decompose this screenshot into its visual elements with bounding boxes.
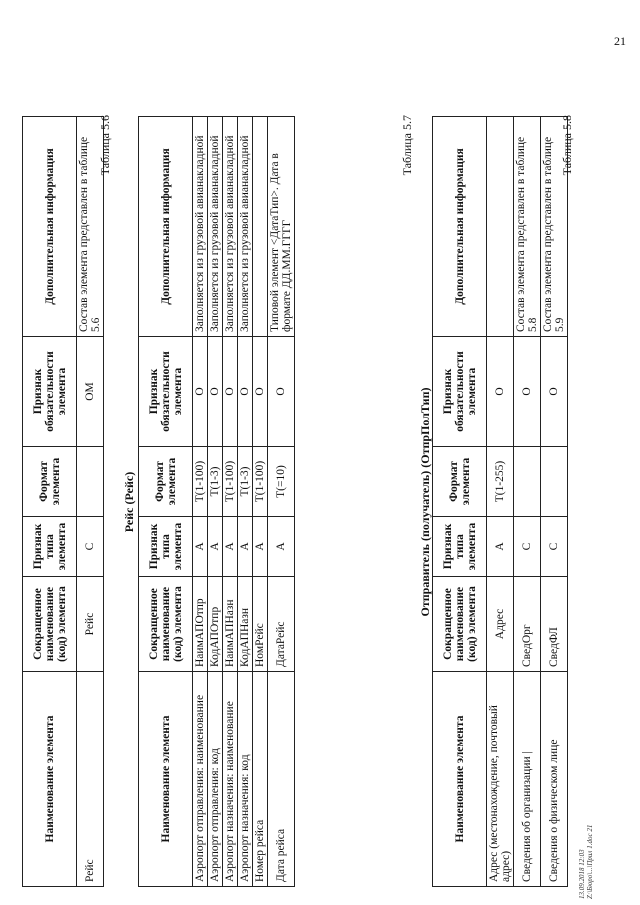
cell-format — [514, 447, 541, 517]
cell-name: Сведения об организации | — [514, 672, 541, 887]
cell-format: T(1-100) — [223, 447, 238, 517]
header-name: Наименование элемента — [139, 672, 193, 887]
cell-info: Типовой элемент <ДатаТип>. Дата в формате ДД.ММ.ГГГГ — [268, 117, 295, 337]
table-caption-5-7: Таблица 5.7 — [400, 115, 414, 176]
cell-info — [253, 117, 268, 337]
cell-code: НомРейс — [253, 577, 268, 672]
header-info: Дополнительная информация — [433, 117, 487, 337]
cell-name: Аэропорт назначения: наименование — [223, 672, 238, 887]
cell-code: КодАПНазн — [238, 577, 253, 672]
table-title-reys: Рейс (Рейс) — [122, 471, 136, 533]
table-row — [77, 117, 104, 887]
cell-type: А — [208, 517, 223, 577]
table-row — [238, 117, 253, 887]
header-code: Сокращенное наименование (код) элемента — [433, 577, 487, 672]
cell-info — [487, 117, 514, 337]
cell-format: T(1-100) — [253, 447, 268, 517]
cell-format: T(1-255) — [487, 447, 514, 517]
cell-name: Сведения о физическом лице — [541, 672, 568, 887]
table-row — [268, 117, 295, 887]
cell-type: А — [253, 517, 268, 577]
cell-required: ОМ — [77, 337, 104, 447]
cell-required: О — [193, 337, 208, 447]
cell-code: Рейс — [77, 577, 104, 672]
table-row — [514, 117, 541, 887]
header-required: Признак обязательности элемента — [23, 337, 77, 447]
table-caption-5-6: Таблица 5.6 — [98, 115, 112, 176]
cell-format — [77, 447, 104, 517]
cell-info: Заполняется из грузовой авианакладной — [208, 117, 223, 337]
table-row — [541, 117, 568, 887]
cell-name: Номер рейса — [253, 672, 268, 887]
cell-required: О — [223, 337, 238, 447]
cell-name: Дата рейса — [268, 672, 295, 887]
header-format: Формат элемента — [23, 447, 77, 517]
cell-name: Рейс — [77, 672, 104, 887]
stamp-line-2: Z:\Бюро\...\Прил 1.doc 21 — [586, 824, 594, 899]
cell-format — [541, 447, 568, 517]
cell-type: А — [487, 517, 514, 577]
header-code: Сокращенное наименование (код) элемента — [23, 577, 77, 672]
cell-code: ДатаРейс — [268, 577, 295, 672]
header-code: Сокращенное наименование (код) элемента — [139, 577, 193, 672]
cell-name: Аэропорт отправления: код — [208, 672, 223, 887]
header-type: Признак типа элемента — [433, 517, 487, 577]
cell-required: О — [268, 337, 295, 447]
cell-format: T(1-3) — [238, 447, 253, 517]
cell-info: Заполняется из грузовой авианакладной — [238, 117, 253, 337]
table-row — [487, 117, 514, 887]
cell-name: Аэропорт назначения: код — [238, 672, 253, 887]
cell-format: T(1-100) — [193, 447, 208, 517]
header-name: Наименование элемента — [433, 672, 487, 887]
cell-type: А — [223, 517, 238, 577]
table-otpr-pol — [432, 116, 568, 887]
table-reys-summary — [22, 116, 104, 887]
cell-required: О — [208, 337, 223, 447]
cell-code: СведФЛ — [541, 577, 568, 672]
cell-name: Адрес (местонахождение, почтовый адрес) — [487, 672, 514, 887]
table-row — [193, 117, 208, 887]
cell-name: Аэропорт отправления: наименование — [193, 672, 208, 887]
cell-code: КодАПОтпр — [208, 577, 223, 672]
cell-type: А — [268, 517, 295, 577]
cell-type: А — [193, 517, 208, 577]
header-required: Признак обязательности элемента — [139, 337, 193, 447]
cell-code: НаимАПОтпр — [193, 577, 208, 672]
header-type: Признак типа элемента — [23, 517, 77, 577]
cell-required: О — [541, 337, 568, 447]
table-title-otpr: Отправитель (получатель) (ОтпрПолТип) — [418, 387, 432, 617]
table-row — [253, 117, 268, 887]
header-required: Признак обязательности элемента — [433, 337, 487, 447]
table-reys — [138, 116, 295, 887]
page-number: 21 — [614, 34, 626, 48]
cell-required: О — [253, 337, 268, 447]
header-format: Формат элемента — [139, 447, 193, 517]
cell-required: О — [514, 337, 541, 447]
stamp-line-1: 13.09.2018 12:03 — [578, 849, 586, 899]
header-name: Наименование элемента — [23, 672, 77, 887]
table-row — [208, 117, 223, 887]
cell-info: Состав элемента представлен в таблице 5.8 — [514, 117, 541, 337]
cell-format: T(=10) — [268, 447, 295, 517]
cell-info: Заполняется из грузовой авианакладной — [193, 117, 208, 337]
cell-type: А — [238, 517, 253, 577]
cell-code: Адрес — [487, 577, 514, 672]
header-format: Формат элемента — [433, 447, 487, 517]
header-type: Признак типа элемента — [139, 517, 193, 577]
cell-info: Состав элемента представлен в таблице 5.6 — [77, 117, 104, 337]
cell-type: С — [77, 517, 104, 577]
header-info: Дополнительная информация — [139, 117, 193, 337]
cell-code: НаимАПНазн — [223, 577, 238, 672]
cell-required: О — [238, 337, 253, 447]
cell-code: СведОрг — [514, 577, 541, 672]
cell-format: T(1-3) — [208, 447, 223, 517]
cell-type: С — [541, 517, 568, 577]
file-stamp — [578, 699, 594, 899]
header-info: Дополнительная информация — [23, 117, 77, 337]
cell-info: Заполняется из грузовой авианакладной — [223, 117, 238, 337]
cell-type: С — [514, 517, 541, 577]
cell-info: Состав элемента представлен в таблице 5.9 — [541, 117, 568, 337]
table-caption-5-8: Таблица 5.8 — [560, 115, 574, 176]
cell-required: О — [487, 337, 514, 447]
table-row — [223, 117, 238, 887]
